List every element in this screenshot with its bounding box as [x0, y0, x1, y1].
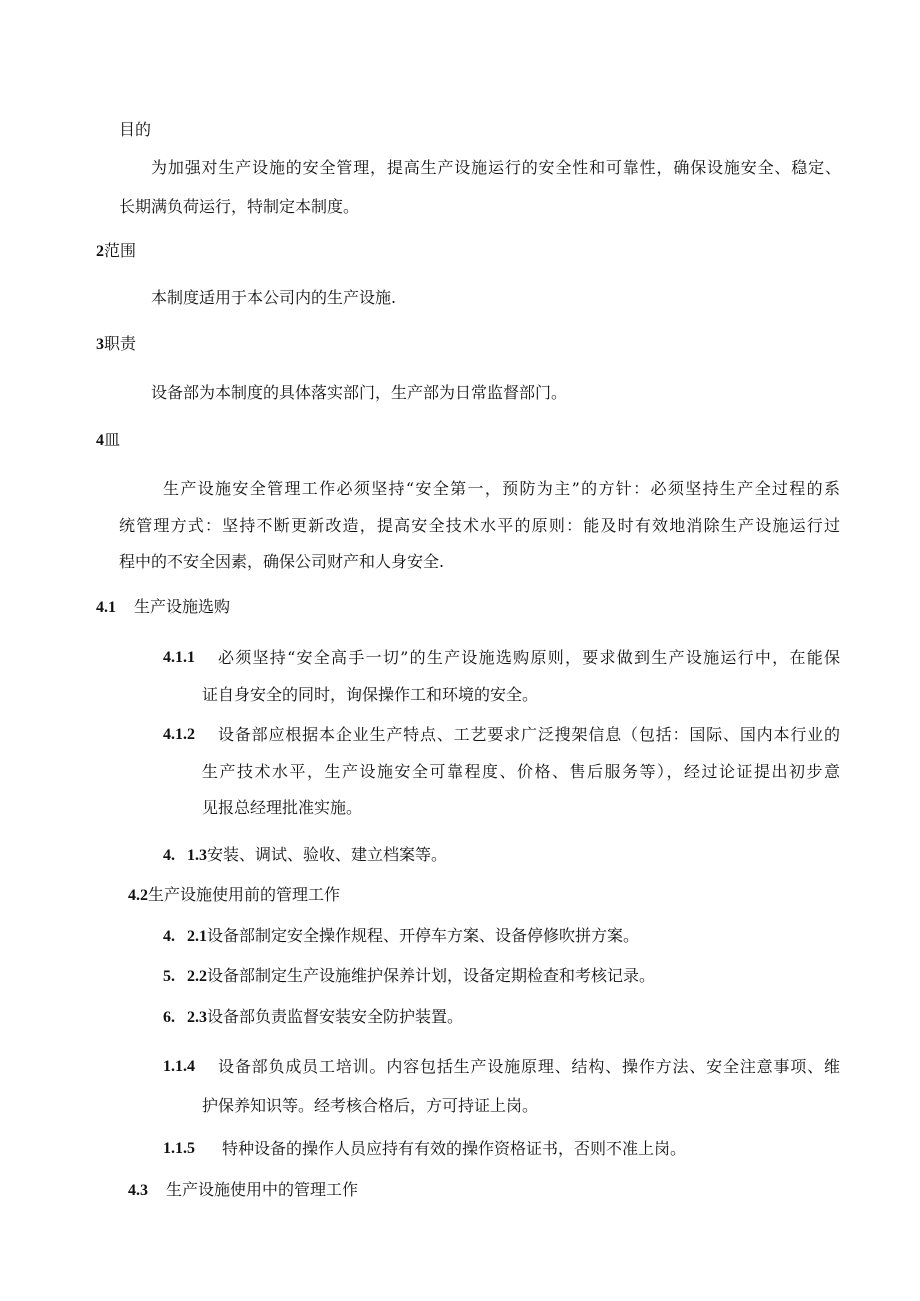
section-2-title: 范围 [104, 241, 137, 260]
section-3-title: 职责 [104, 334, 137, 353]
section-1-title: 目的 [119, 120, 152, 139]
section-3-number: 3 [96, 336, 104, 353]
section-4-line-2: 统管理方式：坚持不断更新改造，提高安全技术水平的原则：能及时有效地消除生产设施运行过 [119, 516, 840, 535]
item-4-1-3-number: 1.3 [187, 847, 207, 864]
item-4-2-2-text: 设备部制定生产设施维护保养计划，设备定期检查和考核记录。 [207, 966, 656, 985]
section-4-line-1: 生产设施安全管理工作必须坚持“安全第一，预防为主”的方针：必须坚持生产全过程的系 [163, 479, 840, 498]
item-1-1-4-line-1: 设备部负成员工培训。内容包括生产设施原理、结构、操作方法、安全注意事项、维 [218, 1057, 840, 1076]
section-4-line-3: 程中的不安全因素，确保公司财产和人身安全. [119, 552, 445, 571]
item-4-2-1-text: 设备部制定安全操作规程、开停车方案、设备停修吹拼方案。 [207, 926, 640, 945]
item-4-1-1-line-2: 证自身安全的同时，询保操作工和环境的安全。 [202, 685, 539, 704]
item-4-2-3-text: 设备部负责监督安装安全防护装置。 [207, 1007, 464, 1026]
item-4-2-3 [163, 1007, 463, 1028]
section-1-line-1: 为加强对生产设施的安全管理，提高生产设施运行的安全性和可靠性，确保设施安全、稳定、 [151, 158, 841, 177]
section-4-3-title: 生产设施使用中的管理工作 [166, 1180, 359, 1199]
item-4-2-2-number: 2.2 [187, 968, 207, 985]
section-4-number: 4 [96, 432, 104, 449]
item-4-2-2-prefix: 5. [163, 968, 175, 985]
item-4-2-3-prefix: 6. [163, 1009, 175, 1026]
item-4-1-2-line-3: 见报总经理批准实施。 [202, 798, 363, 817]
item-1-1-5-text: 特种设备的操作人员应持有有效的操作资格证书，否则不准上岗。 [222, 1139, 687, 1158]
item-1-1-4-line-2: 护保养知识等。经考核合格后，方可持证上岗。 [202, 1096, 539, 1115]
section-2-heading [96, 241, 136, 262]
section-4-3-heading [128, 1180, 358, 1201]
section-4-1-title: 生产设施选购 [134, 597, 231, 616]
item-4-1-1-number: 4.1.1 [163, 649, 195, 666]
section-4-1-number: 4.1 [96, 599, 116, 616]
section-4-heading [96, 430, 120, 451]
item-4-2-1 [163, 926, 639, 947]
section-1-line-2: 长期满负荷运行，特制定本制度。 [119, 197, 360, 216]
section-4-3-number: 4.3 [128, 1182, 148, 1199]
item-4-1-2-line-2: 生产技术水平，生产设施安全可靠程度、价格、售后服务等），经过论证提出初步意 [202, 762, 840, 781]
section-4-2-heading [128, 885, 340, 906]
item-4-1-2-line-1: 设备部应根据本企业生产特点、工艺要求广泛搜架信息（包括：国际、国内本行业的 [218, 725, 840, 744]
section-4-1-heading [96, 597, 230, 618]
section-4-2-title: 生产设施使用前的管理工作 [148, 885, 341, 904]
item-4-1-1-line-1: 必须坚持“安全高手一切”的生产设施选购原则，要求做到生产设施运行中，在能保 [218, 648, 840, 667]
item-4-2-1-number: 2.1 [187, 928, 207, 945]
item-4-1-3-text: 安装、调试、验收、建立档案等。 [207, 845, 448, 864]
item-4-1-3-prefix: 4. [163, 847, 175, 864]
item-4-1-3 [163, 845, 447, 866]
section-2-number: 2 [96, 243, 104, 260]
section-3-line-1: 设备部为本制度的具体落实部门，生产部为日常监督部门。 [151, 383, 568, 402]
section-2-line-1: 本制度适用于本公司内的生产设施. [151, 288, 397, 307]
item-1-1-4-number: 1.1.4 [163, 1058, 195, 1075]
section-4-title: 皿 [104, 430, 121, 449]
item-4-2-1-prefix: 4. [163, 928, 175, 945]
item-4-2-3-number: 2.3 [187, 1009, 207, 1026]
section-1-heading [119, 120, 151, 140]
section-3-heading [96, 334, 136, 355]
item-4-2-2 [163, 966, 655, 987]
item-1-1-5-number: 1.1.5 [163, 1140, 195, 1157]
item-4-1-2-number: 4.1.2 [163, 726, 195, 743]
section-4-2-number: 4.2 [128, 887, 148, 904]
